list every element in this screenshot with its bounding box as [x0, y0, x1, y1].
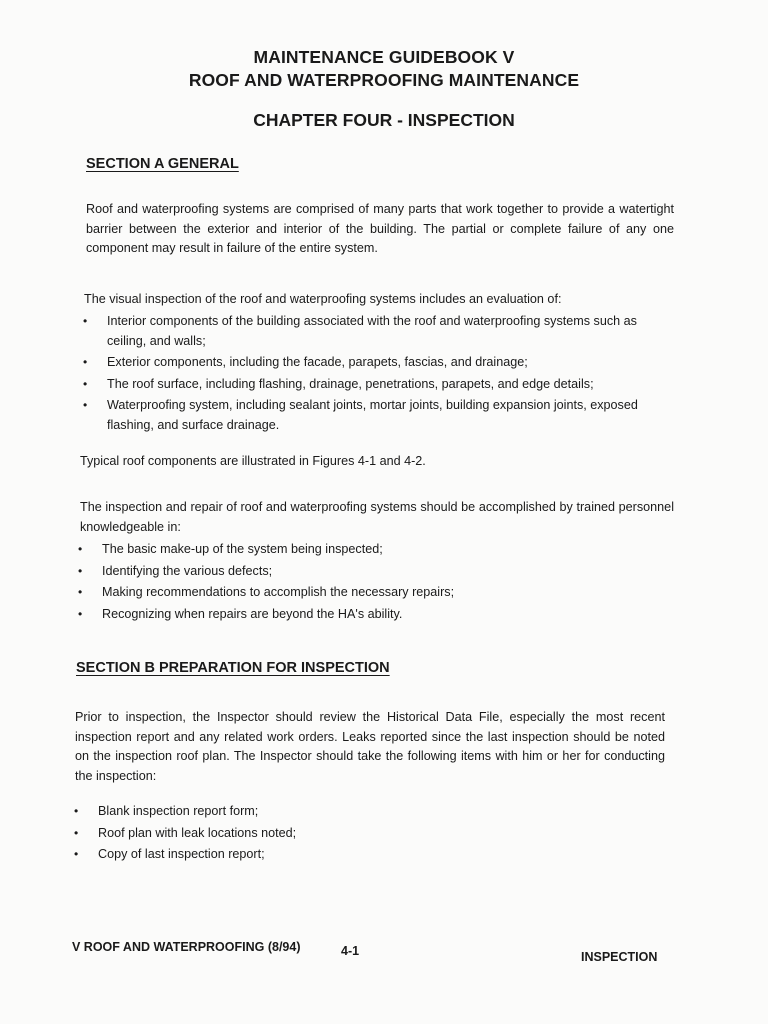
chapter-title: CHAPTER FOUR - INSPECTION	[253, 110, 515, 130]
list-item: • Interior components of the building associated with the roof and waterproofing systems such as ceiling, and walls;	[82, 312, 674, 351]
section-a-knowledge-intro: The inspection and repair of roof and waterproofing systems should be accomplished by trained personnel knowledgeable in:	[80, 500, 674, 534]
section-b-heading: SECTION B PREPARATION FOR INSPECTION	[76, 660, 390, 676]
section-a-heading: SECTION A GENERAL	[86, 156, 239, 172]
list-item: • Recognizing when repairs are beyond the HA's ability.	[77, 605, 674, 625]
knowledge-list	[77, 540, 674, 626]
evaluation-list	[82, 312, 674, 437]
section-b-paragraph-1: Prior to inspection, the Inspector should review the Historical Data File, especially the most recent inspection report and any related work orders. Leaks reported since the last inspection should be noted on the inspection roof plan. The Inspector should take the following items with him or her for conducting the inspection:	[75, 710, 665, 783]
footer-chapter-name: INSPECTION	[581, 950, 658, 964]
list-item: • Identifying the various defects;	[77, 562, 674, 582]
footer-page-number: 4-1	[341, 944, 360, 958]
title-block	[0, 46, 768, 131]
inspection-items-list	[73, 802, 663, 867]
list-item: • Copy of last inspection report;	[73, 845, 663, 865]
list-item: • Exterior components, including the facade, parapets, fascias, and drainage;	[82, 353, 674, 373]
guidebook-title: MAINTENANCE GUIDEBOOK V	[253, 47, 515, 67]
list-item: • The roof surface, including flashing, drainage, penetrations, parapets, and edge details;	[82, 375, 674, 395]
list-item: • Waterproofing system, including sealant joints, mortar joints, building expansion joints, exposed flashing, and surface drainage.	[82, 396, 674, 435]
section-a-paragraph-1: Roof and waterproofing systems are comprised of many parts that work together to provide a watertight barrier between the exterior and interior of the building. The partial or complete failure of any one component may result in failure of the entire system.	[86, 202, 674, 255]
list-item: • Making recommendations to accomplish the necessary repairs;	[77, 583, 674, 603]
guidebook-subtitle: ROOF AND WATERPROOFING MAINTENANCE	[188, 70, 580, 90]
figures-note: Typical roof components are illustrated in Figures 4-1 and 4-2.	[80, 454, 426, 468]
list-item: • The basic make-up of the system being inspected;	[77, 540, 674, 560]
list-item: • Blank inspection report form;	[73, 802, 663, 822]
footer-document-title: V ROOF AND WATERPROOFING (8/94)	[72, 940, 301, 954]
section-a-evaluation-intro: The visual inspection of the roof and waterproofing systems includes an evaluation of:	[84, 292, 562, 306]
list-item: • Roof plan with leak locations noted;	[73, 824, 663, 844]
